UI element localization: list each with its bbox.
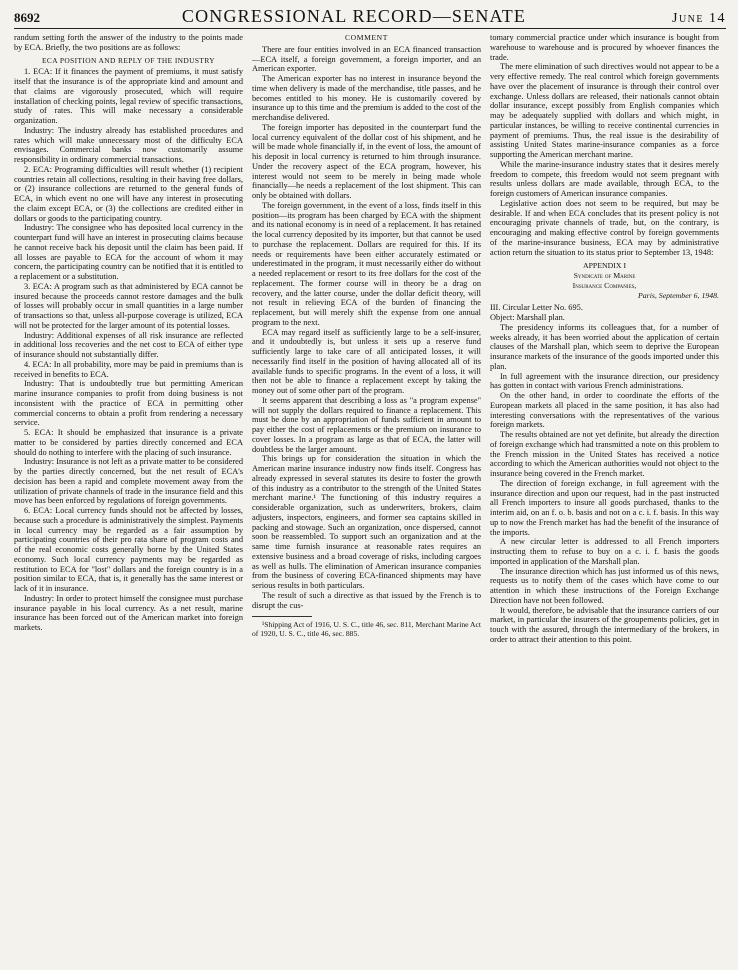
footnote-divider	[252, 616, 312, 617]
paragraph: 6. ECA: Local currency funds should not be affected by losses, because such a procedure is administratively the simplest. Payments in local currency may be regarded as a fair assumption by participating countries of their pro rata share of program costs and of the real economic costs generally borne by the United States economy. Such local currency payments may be regarded as restitution to ECA for "lost" dollars and the foreign country is in a position similar to ECA, that is, it generally has the same interest or lack of it in insurance.	[14, 506, 243, 593]
column-middle	[252, 33, 481, 963]
page-header	[14, 6, 726, 29]
paragraph: Industry: The consignee who has deposited local currency in the counterpart fund will have an interest in prosecuting claims because he cannot receive back his deposit until the claim has been paid. If all losses are payable to ECA for the account of whom it may concern, the participating country can be notified that it is entitled to a replacement or a substitution.	[14, 223, 243, 281]
text-columns	[14, 33, 726, 963]
paragraph: It would, therefore, be advisable that the insurance carriers of our market, in particular the insurers of the groupements policies, get in touch with the assured, through the intermediary of the brokers, in order to attract their attention to this point.	[490, 605, 719, 644]
paragraph: This brings up for consideration the situation in which the American marine insurance industry now finds itself. Congress has already expressed in several statutes its desire to foster the growth of this industry as a contributor to the strength of the United States merchant marine.¹ The functioning of this industry requires a considerable organization, such as underwriters, brokers, claim adjusters, inspectors, engineers, and former sea captains skilled in packing and stowage. Such an organization, once dispersed, cannot soon be reassembled. To support such an organization and at the same time furnish insurance at reasonable rates requires an extensive business and a broad coverage of risks, including cargoes as well as hulls. The elimination of American insurance companies from the business of covering ECA-financed shipments may have serious results in both particulars.	[252, 454, 481, 590]
paragraph: 2. ECA: Programing difficulties will result whether (1) recipient countries retain all collections, resulting in their having free dollars, or (2) insurance collections are returned to the general funds of ECA, in which event no one will have any interest in prosecuting the claim except ECA, or (3) the collections are credited either in dollars or goods to the participating country.	[14, 164, 243, 223]
page-number: 8692	[14, 10, 40, 25]
appendix-heading	[490, 261, 719, 300]
paragraph: 5. ECA: It should be emphasized that insurance is a private matter to be considered by parties directly concerned and ECA should do nothing to interfere with the placing of such insurance.	[14, 428, 243, 457]
syndicate-line-2: Insurance Companies,	[572, 280, 637, 290]
object-line: Object: Marshall plan.	[490, 313, 565, 323]
section-heading: COMMENT	[344, 33, 388, 42]
paragraph: ECA may regard itself as sufficiently large to be a self-insurer, and it undoubtedly is, but unless it sets up a reserve fund sufficiently large to take care of all anticipated losses, it will necessarily find itself in the position of having allocated all of its available funds to specific programs. In the event of a loss, it will then not be able to finance a replacement except by taking the money out of some other part of the program.	[252, 327, 481, 395]
paragraph: The results obtained are not yet definite, but already the direction of foreign exchange which had transmitted a note on this problem to the French mission in the United States has received a notice according to which the American authorities would not object to the insurance being covered in the French market.	[490, 430, 719, 479]
place-date: Paris, September 6, 1948.	[638, 290, 719, 300]
paragraph: 4. ECA: In all probability, more may be paid in premiums than is received in benefits to ECA.	[14, 359, 243, 379]
paragraph: A new circular letter is addressed to all French importers instructing them to refuse to buy on a c. i. f. basis the goods imported in application of the Marshall plan.	[490, 537, 719, 566]
paragraph: In full agreement with the insurance direction, our presidency has gotten in contact with various French administrations.	[490, 371, 719, 391]
paragraph: The foreign government, in the event of a loss, finds itself in this position—its program has been charged by ECA with the shipment and its national economy is in need of a replacement. It has retained the local currency deposited by its importer, but that cannot be used to purchase the replacement. Dollars are required for this. If its needs or requirements have been either accurately estimated or underestimated in the program, it must necessarily either do without a needed replacement or resort to its free dollars for the cost of the replacement. The former course will in theory be a drag on recovery, and the latter course, under the dollar deficit theory, will not result in relieving ECA of the burden of financing the replacement, but will merely shift the expense from one annual program to the next.	[252, 200, 481, 327]
paragraph: There are four entities involved in an ECA financed transaction—ECA itself, a foreign government, a foreign importer, and an American exporter.	[252, 44, 481, 74]
paragraph: On the other hand, in order to coordinate the efforts of the European markets all placed in the same position, it has also had interesting conversations with the representatives of the various foreign markets.	[490, 391, 719, 430]
paragraph: The result of such a directive as that issued by the French is to disrupt the cus-	[252, 590, 481, 610]
paragraph: Industry: That is undoubtedly true but permitting American marine insurance companies to profit from doing business is not inconsistent with the practice of ECA in permitting other commercial concerns to obtain a profit from rendering a necessary service.	[14, 379, 243, 428]
paragraph: Industry: In order to protect himself the consignee must purchase insurance payable in his local currency. As a net result, marine insurance has been forced out of the American market into foreign markets.	[14, 593, 243, 632]
paragraph: While the marine-insurance industry states that it desires merely freedom to compete, this freedom would not seem pregnant with results unless dollars are made available, through ECA, to the foreign customers of American insurance companies.	[490, 159, 719, 198]
column-right	[490, 33, 719, 963]
syndicate-line-1: Syndicate of Marine	[573, 271, 636, 281]
paragraph: 3. ECA: A program such as that administered by ECA cannot be insured because the proceeds cannot restore damages and the bulk of losses will probably occur in small quantities in a large number of transactions so that, unless all-purpose coverage is utilized, ECA will not be protected for the larger amount of its potential losses.	[14, 281, 243, 330]
paragraph: Industry: Insurance is not left as a private matter to be considered by the parties directly concerned, but the net result of ECA's decision has been a rapid and complete movement away from the utilization of private channels of trade in the insurance field and this move has been enforced by regulations of foreign governments.	[14, 457, 243, 506]
section-heading: ECA POSITION AND REPLY OF THE INDUSTRY	[42, 55, 215, 65]
paragraph: Legislative action does not seem to be required, but may be desirable. If and when ECA concludes that its present policy is not encouraging private channels of trade, but, on the contrary, is encouraging and making effective control by foreign governments of the marine-insurance business, ECA may by administrative action return the situation to its status prior to September 13, 1948:	[490, 198, 719, 257]
paragraph: Industry: The industry already has established procedures and rates which will make unnecessary most of the difficulty ECA envisages. Commercial banks now customarily assume responsibility in ordinary commercial transactions.	[14, 125, 243, 164]
paragraph: The foreign importer has deposited in the counterpart fund the local currency equivalent of the dollar cost of his shipment, and he will be made whole financially if, in the event of loss, the amount of his deposit in local currency is returned to him through insurance. Under the recovery aspect of the ECA program, however, his interest would not seem to be merely in being made whole financially—he needs a replacement of the lost shipment. This can only be obtained with dollars.	[252, 122, 481, 200]
circular-line: III. Circular Letter No. 695.	[490, 303, 583, 313]
paragraph: The mere elimination of such directives would not appear to be a very effective remedy. The real control which foreign governments have over the placement of insurance is through their control over exchange. Unless dollars are released, their nationals cannot obtain dollar insurance, except possibly from English companies which may be adequately supplied with dollars and which might, in particular instances, be willing to receive continental currencies in payment of premiums. Thus, the real issue is the desirability of assisting United States marine-insurance companies as a force supporting the American merchant marine.	[490, 62, 719, 159]
paragraph: Industry: Additional expenses of all risk insurance are reflected in additional loss recoveries and the net cost to ECA of either type of insurance should not substantially differ.	[14, 330, 243, 359]
paragraph: randum setting forth the answer of the industry to the points made by ECA. Briefly, the two positions are as follows:	[14, 33, 243, 52]
appendix-title: APPENDIX I	[582, 261, 627, 271]
footnote: ¹Shipping Act of 1916, U. S. C., title 46, sec. 811, Merchant Marine Act of 1920, U. S. C., title 46, sec. 885.	[252, 620, 481, 639]
column-left	[14, 33, 243, 963]
paragraph: tomary commercial practice under which insurance is bought from warehouse to warehouse and is procured by whoever finances the trade.	[490, 33, 719, 62]
paragraph: 1. ECA: If it finances the payment of premiums, it must satisfy itself that the insurance is of the appropriate kind and amount and that claims are vigorously prosecuted, which will require installation of checking points, legal review of specific transactions, study of rates. This will make necessary a considerable organization.	[14, 67, 243, 125]
paragraph: The American exporter has no interest in insurance beyond the time when delivery is made of the merchandise, title passes, and he becomes entitled to his money. He is customarily covered by insurance up to this time and the premium is added to the cost of the merchandise delivered.	[252, 74, 481, 122]
page-date: June 14	[672, 11, 726, 26]
paragraph: The direction of foreign exchange, in full agreement with the insurance direction and upon our request, had in the past instructed all French importers to insure all goods purchased, thanks to the interim aid, on an f. o. b. basis and not on a c. i. f. basis. In this way up to now the French market has had the benefit of the insurance of the imports.	[490, 478, 719, 537]
paragraph: The presidency informs its colleagues that, for a number of weeks already, it has been worried about the application of certain clauses of the Marshall plan, which seem to deprive the European insurance markets of the insurance of the goods imported under this plan.	[490, 322, 719, 371]
publication-title: CONGRESSIONAL RECORD—SENATE	[181, 6, 527, 26]
paragraph: It seems apparent that describing a loss as "a program expense" will not supply the dollars required to finance a replacement. This must be done by an appropriation of funds sufficient in amount to pay either the cost of replacements or the premium on insurance to cover losses. In a program as large as that of ECA, the latter will doubtless be the larger amount.	[252, 395, 481, 454]
paragraph: The insurance direction which has just informed us of this news, requests us to notify them of the cases which have come to our attention in which these instructions of the Foreign Exchange Direction have not been followed.	[490, 566, 719, 605]
